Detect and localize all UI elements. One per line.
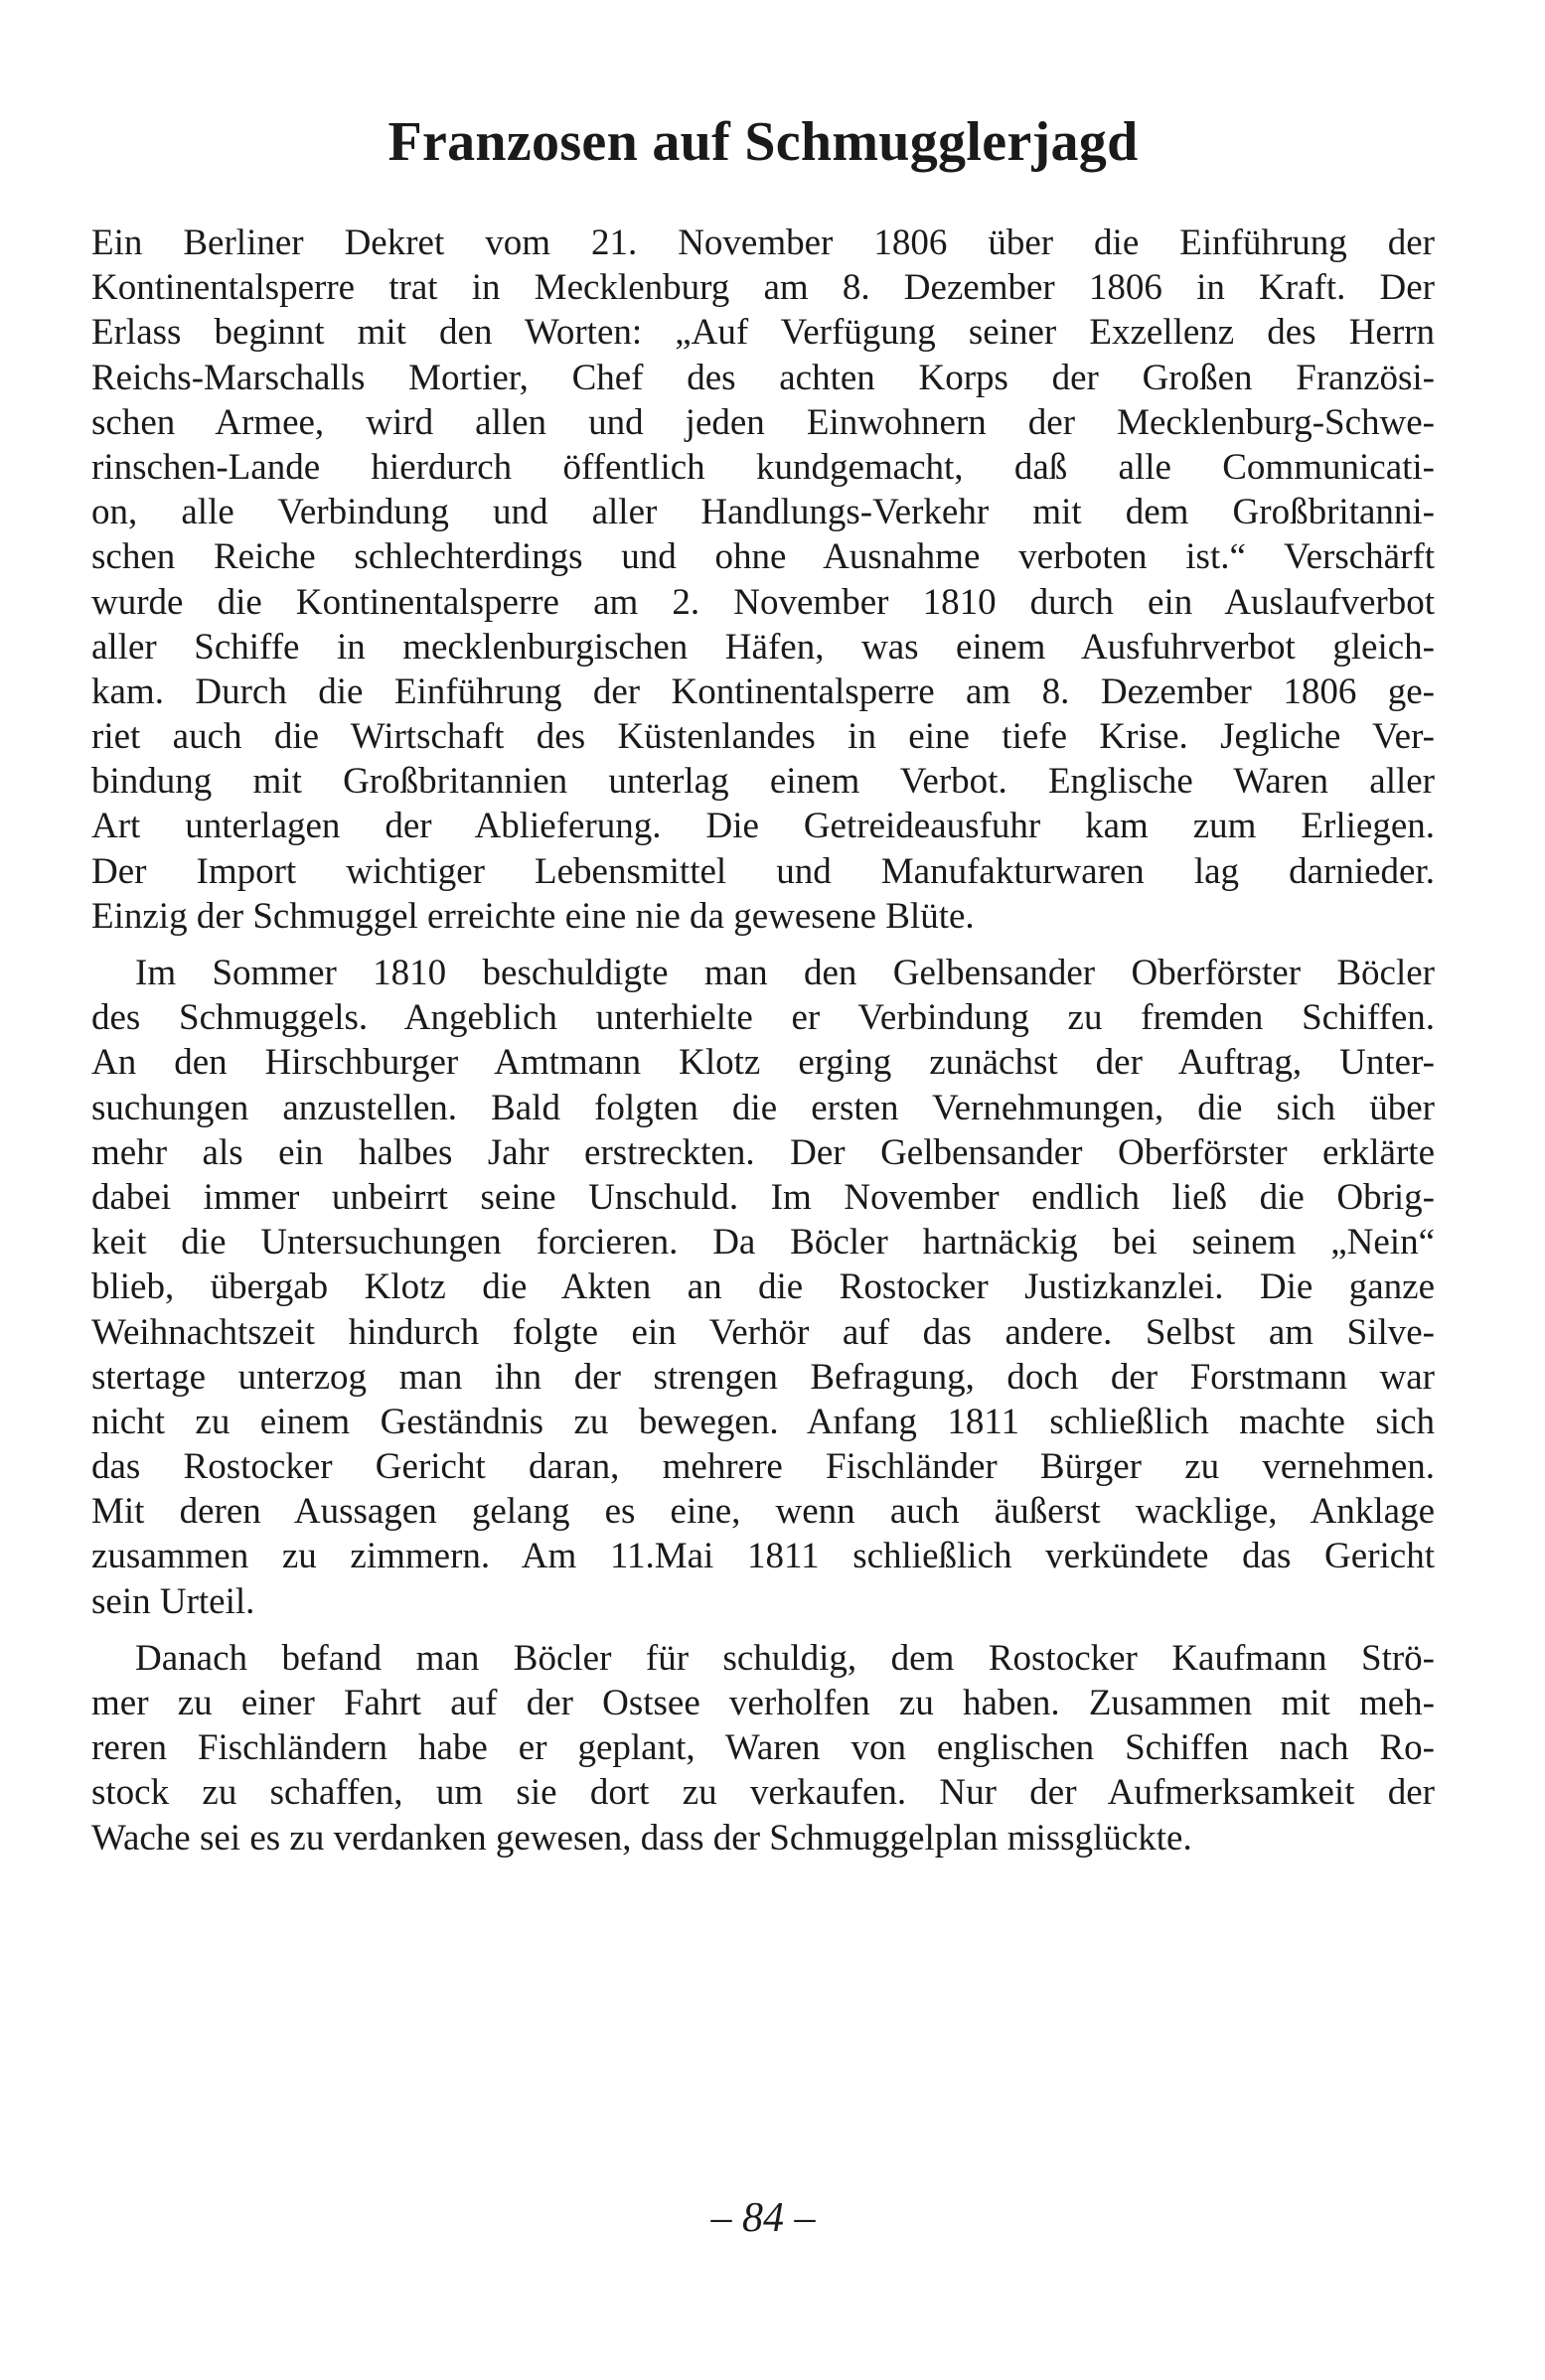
text-line: Wache sei es zu verdanken gewesen, dass der Schmuggelplan missglückte. [91,1817,1192,1859]
text-line: schen Armee, wird allen und jeden Einwohnern der Mecklenburg-Schwe- [91,401,1435,443]
text-line: dabei immer unbeirrt seine Unschuld. Im November endlich ließ die Obrig- [91,1176,1435,1218]
page-title: Franzosen auf Schmugglerjagd [387,111,1139,173]
text-line: Ein Berliner Dekret vom 21. November 1806 über die Einführung der [91,223,1435,263]
text-line: Im Sommer 1810 beschuldigte man den Gelbensander Oberförster Böcler [135,953,1435,993]
text-line: nicht zu einem Geständnis zu bewegen. Anfang 1811 schließlich machte sich [91,1401,1435,1442]
book-page [91,0,1435,2380]
paragraph [91,951,1435,1624]
text-line: sein Urteil. [91,1580,255,1622]
text-line: kam. Durch die Einführung der Kontinentalsperre am 8. Dezember 1806 ge- [91,670,1435,712]
text-line: keit die Untersuchungen forcieren. Da Böcler hartnäckig bei seinem „Nein“ [91,1222,1435,1264]
text-line: Weihnachtszeit hindurch folgte ein Verhör auf das andere. Selbst am Silve- [91,1311,1435,1353]
text-line: riet auch die Wirtschaft des Küstenlandes in eine tiefe Krise. Jegliche Ver- [91,716,1435,758]
text-line: mehr als ein halbes Jahr erstreckten. Der Gelbensander Oberförster erklärte [91,1131,1435,1173]
body-text [91,221,1435,1860]
text-line: Art unterlagen der Ablieferung. Die Getreideausfuhr kam zum Erliegen. [91,806,1435,847]
text-line: Einzig der Schmuggel erreichte eine nie da gewesene Blüte. [91,895,975,937]
text-line: Mit deren Aussagen gelang es eine, wenn auch äußerst wacklige, Anklage [91,1491,1435,1533]
text-line: des Schmuggels. Angeblich unterhielte er Verbindung zu fremden Schiffen. [91,997,1435,1039]
text-line: suchungen anzustellen. Bald folgten die ersten Vernehmungen, die sich über [91,1087,1435,1128]
text-line: Erlass beginnt mit den Worten: „Auf Verfügung seiner Exzellenz des Herrn [91,312,1435,354]
text-line: Danach befand man Böcler für schuldig, dem Rostocker Kaufmann Strö- [135,1637,1435,1679]
text-line: schen Reiche schlechterdings und ohne Ausnahme verboten ist.“ Verschärft [91,536,1435,578]
text-line: rinschen-Lande hierdurch öffentlich kundgemacht, daß alle Communicati- [91,446,1435,488]
text-line: stock zu schaffen, um sie dort zu verkaufen. Nur der Aufmerksamkeit der [91,1772,1435,1814]
paragraph-gap [91,939,1435,951]
paragraph-gap [91,1624,1435,1636]
text-line: Der Import wichtiger Lebensmittel und Manufakturwaren lag darnieder. [91,850,1435,892]
text-line: aller Schiffe in mecklenburgischen Häfen, was einem Ausfuhrverbot gleich- [91,626,1435,668]
page-number: – 84 – [710,2195,816,2241]
text-line: Kontinentalsperre trat in Mecklenburg am 8. Dezember 1806 in Kraft. Der [91,267,1435,309]
text-line: mer zu einer Fahrt auf der Ostsee verholfen zu haben. Zusammen mit meh- [91,1683,1435,1723]
text-line: wurde die Kontinentalsperre am 2. November 1810 durch ein Auslaufverbot [91,581,1435,623]
text-line: Reichs-Marschalls Mortier, Chef des achten Korps der Großen Französi- [91,357,1435,398]
text-line: An den Hirschburger Amtmann Klotz erging zunächst der Auftrag, Unter- [91,1042,1435,1084]
text-line: blieb, übergab Klotz die Akten an die Rostocker Justizkanzlei. Die ganze [91,1266,1435,1308]
text-line: das Rostocker Gericht daran, mehrere Fischländer Bürger zu vernehmen. [91,1446,1435,1488]
paragraph [91,221,1435,939]
text-line: reren Fischländern habe er geplant, Waren von englischen Schiffen nach Ro- [91,1727,1435,1769]
text-line: bindung mit Großbritannien unterlag einem Verbot. Englische Waren aller [91,761,1435,803]
text-line: zusammen zu zimmern. Am 11.Mai 1811 schließlich verkündete das Gericht [91,1536,1435,1577]
paragraph [91,1636,1435,1860]
text-line: on, alle Verbindung und aller Handlungs-Verkehr mit dem Großbritanni- [91,492,1435,533]
text-line: stertage unterzog man ihn der strengen Befragung, doch der Forstmann war [91,1356,1435,1398]
